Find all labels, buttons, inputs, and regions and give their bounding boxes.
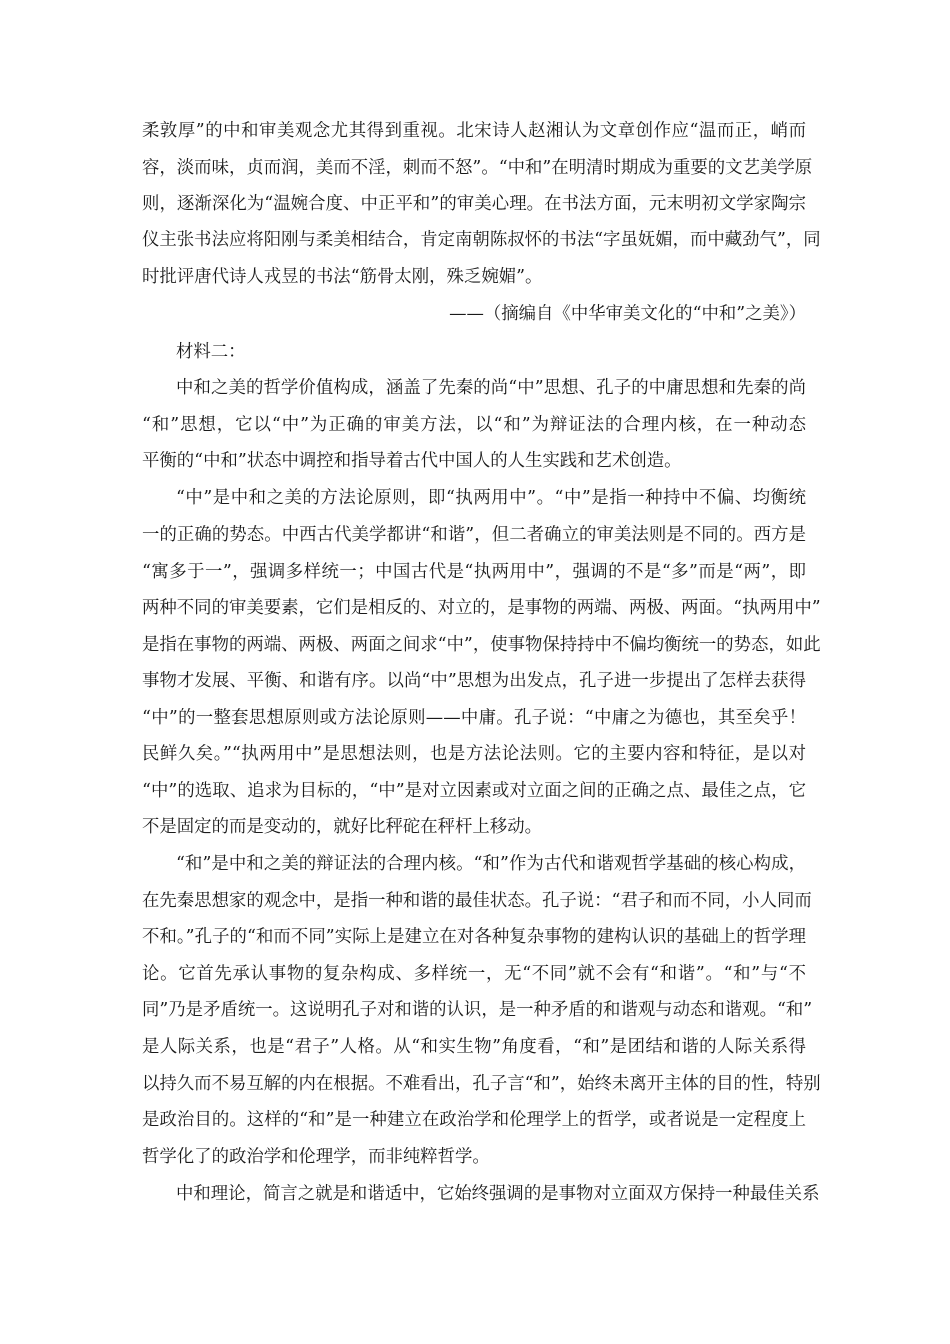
source-attribution: ——（摘编自《中华审美文化的“中和”之美》） xyxy=(449,304,806,324)
paragraph-first-line: “中”是中和之美的方法论原则，即“执两用中”。“中”是指一种持中不偏、均衡统 xyxy=(176,488,806,508)
text-line: 以持久而不易互解的内在根据。不难看出，孔子言“和”，始终未离开主体的目的性，特别 xyxy=(142,1074,821,1094)
text-line: 论。它首先承认事物的复杂构成、多样统一，无“不同”就不会有“和谐”。“和”与“不 xyxy=(142,964,806,984)
text-line: 不和。”孔子的“和而不同”实际上是建立在对各种复杂事物的建构认识的基础上的哲学理 xyxy=(142,927,806,947)
text-line: 平衡的“中和”状态中调控和指导着古代中国人的人生实践和艺术创造。 xyxy=(142,451,682,471)
text-line: 一的正确的势态。中西古代美学都讲“和谐”，但二者确立的审美法则是不同的。西方是 xyxy=(142,525,806,545)
text-line: 容，淡而味，贞而润，美而不淫，刺而不怒”。“中和”在明清时期成为重要的文艺美学原 xyxy=(142,158,813,178)
text-line: “寓多于一”，强调多样统一；中国古代是“执两用中”，强调的不是“多”而是“两”，即 xyxy=(142,562,806,582)
text-line: “和”思想，它以“中”为正确的审美方法，以“和”为辩证法的合理内核，在一种动态 xyxy=(142,415,806,435)
text-line: 不是固定的而是变动的，就好比秤砣在秤杆上移动。 xyxy=(142,817,542,837)
paragraph-first-line: 中和之美的哲学价值构成，涵盖了先秦的尚“中”思想、孔子的中庸思想和先秦的尚 xyxy=(176,378,806,398)
text-line: “中”的一整套思想原则或方法论原则——中庸。孔子说：“中庸之为德也，其至矣乎！ xyxy=(142,708,806,728)
text-line: 则，逐渐深化为“温婉合度、中正平和”的审美心理。在书法方面，元末明初文学家陶宗 xyxy=(142,194,806,214)
text-line: 是人际关系，也是“君子”人格。从“和实生物”角度看，“和”是团结和谐的人际关系得 xyxy=(142,1037,806,1057)
text-line: 民鲜久矣。”“执两用中”是思想法则，也是方法论法则。它的主要内容和特征，是以对 xyxy=(142,744,806,764)
text-line: 仪主张书法应将阳刚与柔美相结合，肯定南朝陈叔怀的书法“字虽妩媚，而中藏劲气”，同 xyxy=(142,230,821,250)
text-line: 是政治目的。这样的“和”是一种建立在政治学和伦理学上的哲学，或者说是一定程度上 xyxy=(142,1110,806,1130)
section-heading: 材料二： xyxy=(176,342,246,362)
text-line: 柔敦厚”的中和审美观念尤其得到重视。北宋诗人赵湘认为文章创作应“温而正，峭而 xyxy=(142,121,806,141)
text-line: 事物才发展、平衡、和谐有序。以尚“中”思想为出发点，孔子进一步提出了怎样去获得 xyxy=(142,671,806,691)
text-line: “中”的选取、追求为目标的，“中”是对立因素或对立面之间的正确之点、最佳之点，它 xyxy=(142,781,806,801)
text-line: 时批评唐代诗人戎昱的书法“筋骨太刚，殊乏婉媚”。 xyxy=(142,267,543,287)
paragraph-first-line: “和”是中和之美的辩证法的合理内核。“和”作为古代和谐观哲学基础的核心构成， xyxy=(176,854,806,874)
text-line: 在先秦思想家的观念中，是指一种和谐的最佳状态。孔子说：“君子和而不同，小人同而 xyxy=(142,891,812,911)
text-line: 哲学化了的政治学和伦理学，而非纯粹哲学。 xyxy=(142,1147,490,1167)
paragraph-first-line: 中和理论，简言之就是和谐适中，它始终强调的是事物对立面双方保持一种最佳关系 xyxy=(176,1184,820,1204)
text-line: 是指在事物的两端、两极、两面之间求“中”，使事物保持持中不偏均衡统一的势态，如此 xyxy=(142,635,821,655)
text-line: 同”乃是矛盾统一。这说明孔子对和谐的认识，是一种矛盾的和谐观与动态和谐观。“和” xyxy=(142,1000,813,1020)
text-line: 两种不同的审美要素，它们是相反的、对立的，是事物的两端、两极、两面。“执两用中” xyxy=(142,598,821,618)
